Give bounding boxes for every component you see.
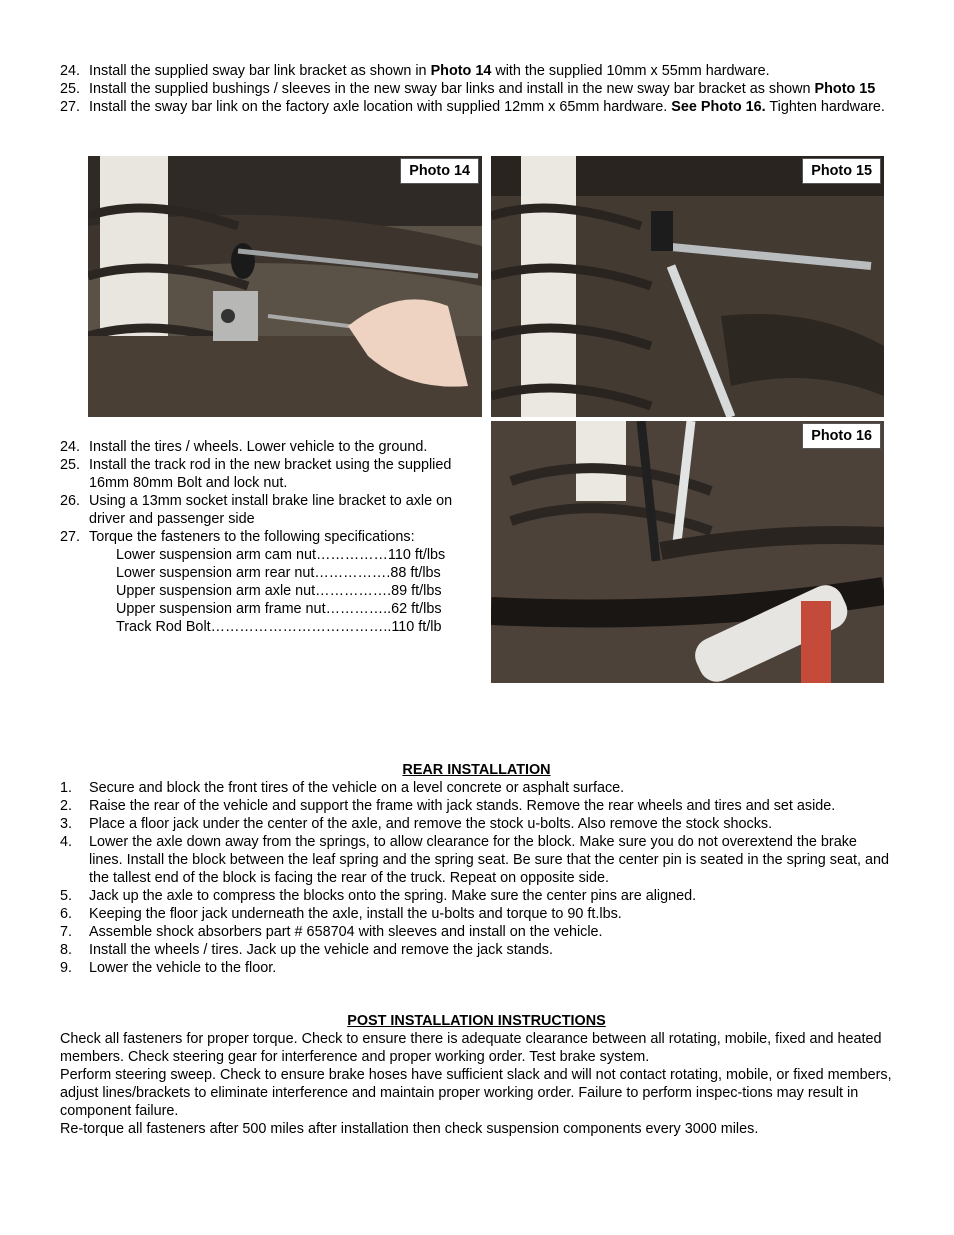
list-item: 25. Install the track rod in the new bracket using the supplied 16mm 80mm Bolt and lock nut. <box>60 457 452 491</box>
step-number: 5. <box>60 888 73 904</box>
top-steps-list <box>60 62 890 116</box>
torque-spec-row: Lower suspension arm cam nut……………110 ft/lbs <box>116 547 446 563</box>
photo-15 <box>491 156 884 417</box>
list-item: 2. Raise the rear of the vehicle and support the frame with jack stands. Remove the rear wheels and tires and set aside. <box>60 798 836 814</box>
torque-spec-row: Upper suspension arm axle nut…………….89 ft/lbs <box>116 583 442 599</box>
step-number: 25. <box>60 81 81 97</box>
step-number: 8. <box>60 942 73 958</box>
list-item: 6. Keeping the floor jack underneath the axle, install the u-bolts and torque to 90 ft.lbs. <box>60 906 622 922</box>
list-item: 24. Install the tires / wheels. Lower vehicle to the ground. <box>60 439 428 455</box>
post-installation-heading: POST INSTALLATION INSTRUCTIONS <box>347 1013 606 1029</box>
step-number: 25. <box>60 457 81 473</box>
list-item: 7. Assemble shock absorbers part # 658704 with sleeves and install on the vehicle. <box>60 924 603 940</box>
step-number: 9. <box>60 960 73 976</box>
torque-specs <box>89 546 485 636</box>
list-item: 5. Jack up the axle to compress the blocks onto the spring. Make sure the center pins are aligned. <box>60 888 697 904</box>
rear-installation-heading: REAR INSTALLATION <box>402 762 551 778</box>
photo-14-label: Photo 14 <box>400 158 479 184</box>
photo-16-label: Photo 16 <box>802 423 881 449</box>
step-number: 3. <box>60 816 73 832</box>
list-item: 1. Secure and block the front tires of the vehicle on a level concrete or asphalt surface. <box>60 780 625 796</box>
photo-15-label: Photo 15 <box>802 158 881 184</box>
list-item: 8. Install the wheels / tires. Jack up the vehicle and remove the jack stands. <box>60 942 553 958</box>
post-paragraph: Re-torque all fasteners after 500 miles after installation then check suspension components every 3000 miles. <box>60 1121 759 1137</box>
mid-steps-list <box>60 438 485 636</box>
torque-spec-row: Lower suspension arm rear nut…………….88 ft/lbs <box>116 565 441 581</box>
step-number: 24. <box>60 439 81 455</box>
step-number: 2. <box>60 798 73 814</box>
photo-14-image <box>88 156 482 417</box>
step-number: 24. <box>60 63 81 79</box>
photo-16 <box>491 421 884 683</box>
step-number: 27. <box>60 529 81 545</box>
photo-16-image <box>491 421 884 683</box>
list-item: 25. Install the supplied bushings / sleeves in the new sway bar links and install in the new sway bar bracket as shown Photo 15 <box>60 81 876 97</box>
list-item: 26. Using a 13mm socket install brake line bracket to axle on driver and passenger side <box>60 493 453 527</box>
list-item: 24. Install the supplied sway bar link bracket as shown in Photo 14 with the supplied 10mm x 55mm hardware. <box>60 63 770 79</box>
post-installation-text <box>60 1030 896 1138</box>
step-number: 4. <box>60 834 73 850</box>
post-paragraph: Check all fasteners for proper torque. Check to ensure there is adequate clearance between all rotating, mobile, fixed and heated members. Check steering gear for interference and proper working order. Test brake system. <box>60 1031 882 1065</box>
photo-14 <box>88 156 482 417</box>
torque-spec-row: Track Rod Bolt………………………………..110 ft/lb <box>116 619 442 635</box>
step-number: 26. <box>60 493 81 509</box>
post-paragraph: Perform steering sweep. Check to ensure brake hoses have sufficient slack and will not contact rotating, mobile, or fixed members, adjust lines/brackets to eliminate interference and maintain proper working order. Failure to perform inspec-tions may result in component failure. <box>60 1067 892 1119</box>
step-number: 1. <box>60 780 73 796</box>
step-number: 27. <box>60 99 81 115</box>
step-number: 6. <box>60 906 73 922</box>
list-item: 9. Lower the vehicle to the floor. <box>60 960 277 976</box>
list-item: 27. Torque the fasteners to the following specifications: Lower suspension arm cam nut……………110 ft/lbs Lower suspension arm rear nut…………….88 ft/lbs Upper suspension arm axle nut…………….89 ft/lbs Upper suspension arm frame nut…………..62 ft/lbs Track Rod Bolt………………………………..110 ft/lb <box>60 528 485 636</box>
photo-15-image <box>491 156 884 417</box>
list-item: 3. Place a floor jack under the center of the axle, and remove the stock u-bolts. Also remove the stock shocks. <box>60 816 773 832</box>
step-number: 7. <box>60 924 73 940</box>
list-item: 4. Lower the axle down away from the springs, to allow clearance for the block. Make sure you do not overextend the brake lines. Install the block between the leaf spring and the spring seat. Be sure that the center pin is seated in the spring seat, and the tallest end of the block is facing the rear of the truck. Repeat on opposite side. <box>60 834 889 886</box>
torque-spec-row: Upper suspension arm frame nut…………..62 ft/lbs <box>116 601 442 617</box>
rear-steps-list <box>60 779 890 977</box>
list-item: 27. Install the sway bar link on the factory axle location with supplied 12mm x 65mm hardware. See Photo 16. Tighten hardware. <box>60 99 885 115</box>
